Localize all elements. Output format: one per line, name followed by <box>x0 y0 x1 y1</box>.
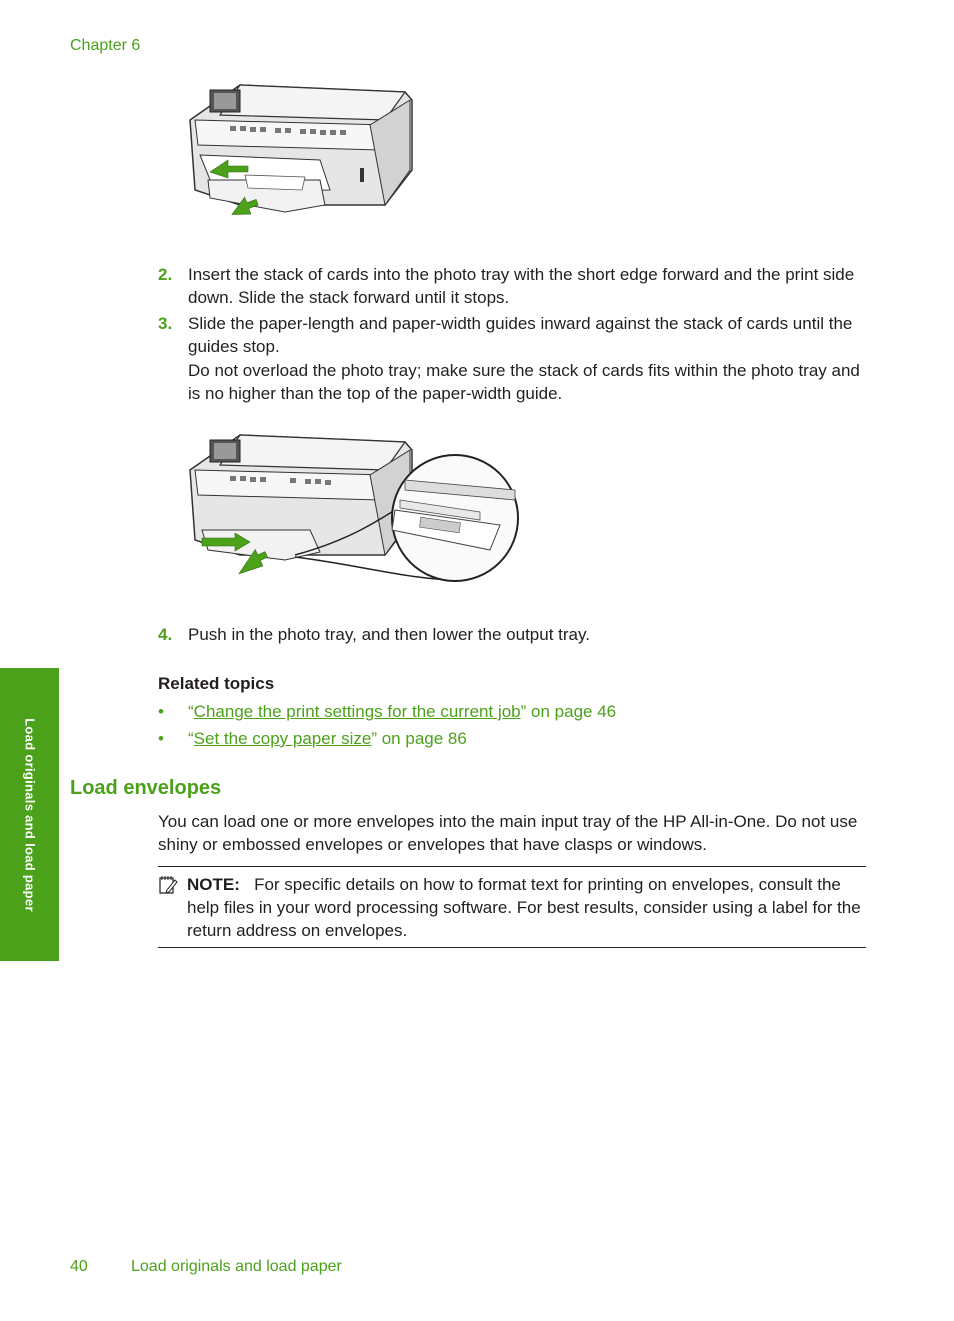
page-number: 40 <box>70 1258 88 1275</box>
side-tab-label: Load originals and load paper <box>22 718 38 912</box>
note-icon <box>158 875 178 895</box>
related-link-print-settings[interactable]: Change the print settings for the current job <box>193 702 521 721</box>
step-text: Slide the paper-length and paper-width guides inward against the stack of cards until the guides stop. <box>188 314 853 356</box>
step-text: Insert the stack of cards into the photo tray with the short edge forward and the print side down. Slide the stack forward until it stops. <box>188 265 855 307</box>
bullet: • <box>158 729 164 748</box>
note-label: NOTE: <box>187 875 240 894</box>
page-reference: ” on page 86 <box>371 729 467 748</box>
printer-photo-tray-out-illustration <box>180 80 420 230</box>
section-title: Load envelopes <box>70 777 222 799</box>
note-text: For specific details on how to format text for printing on envelopes, consult the help files in your word processing software. For best results, consider using a label for the return address on envelopes. <box>187 875 861 940</box>
related-link-copy-paper-size[interactable]: Set the copy paper size <box>193 729 372 748</box>
printer-photo-tray-guides-illustration <box>180 430 525 590</box>
step-subtext: Do not overload the photo tray; make sure the stack of cards fits within the photo tray and is no higher than the top of the paper-width guide. <box>188 361 860 403</box>
open-quote: “ <box>188 729 194 748</box>
step-number: 4. <box>158 625 173 644</box>
side-tab <box>0 668 59 961</box>
section-body: You can load one or more envelopes into the main input tray of the HP All-in-One. Do not use shiny or embossed envelopes or envelopes that have clasps or windows. <box>158 812 858 854</box>
step-number: 2. <box>158 265 173 284</box>
page-reference: ” on page 46 <box>520 702 617 721</box>
chapter-header: Chapter 6 <box>70 37 141 54</box>
note-box <box>158 866 866 948</box>
footer-section: Load originals and load paper <box>131 1258 342 1275</box>
step-number: 3. <box>158 314 173 333</box>
open-quote: “ <box>188 702 194 721</box>
bullet: • <box>158 702 164 721</box>
step-text: Push in the photo tray, and then lower the output tray. <box>188 625 590 644</box>
related-topics-heading: Related topics <box>158 674 275 693</box>
